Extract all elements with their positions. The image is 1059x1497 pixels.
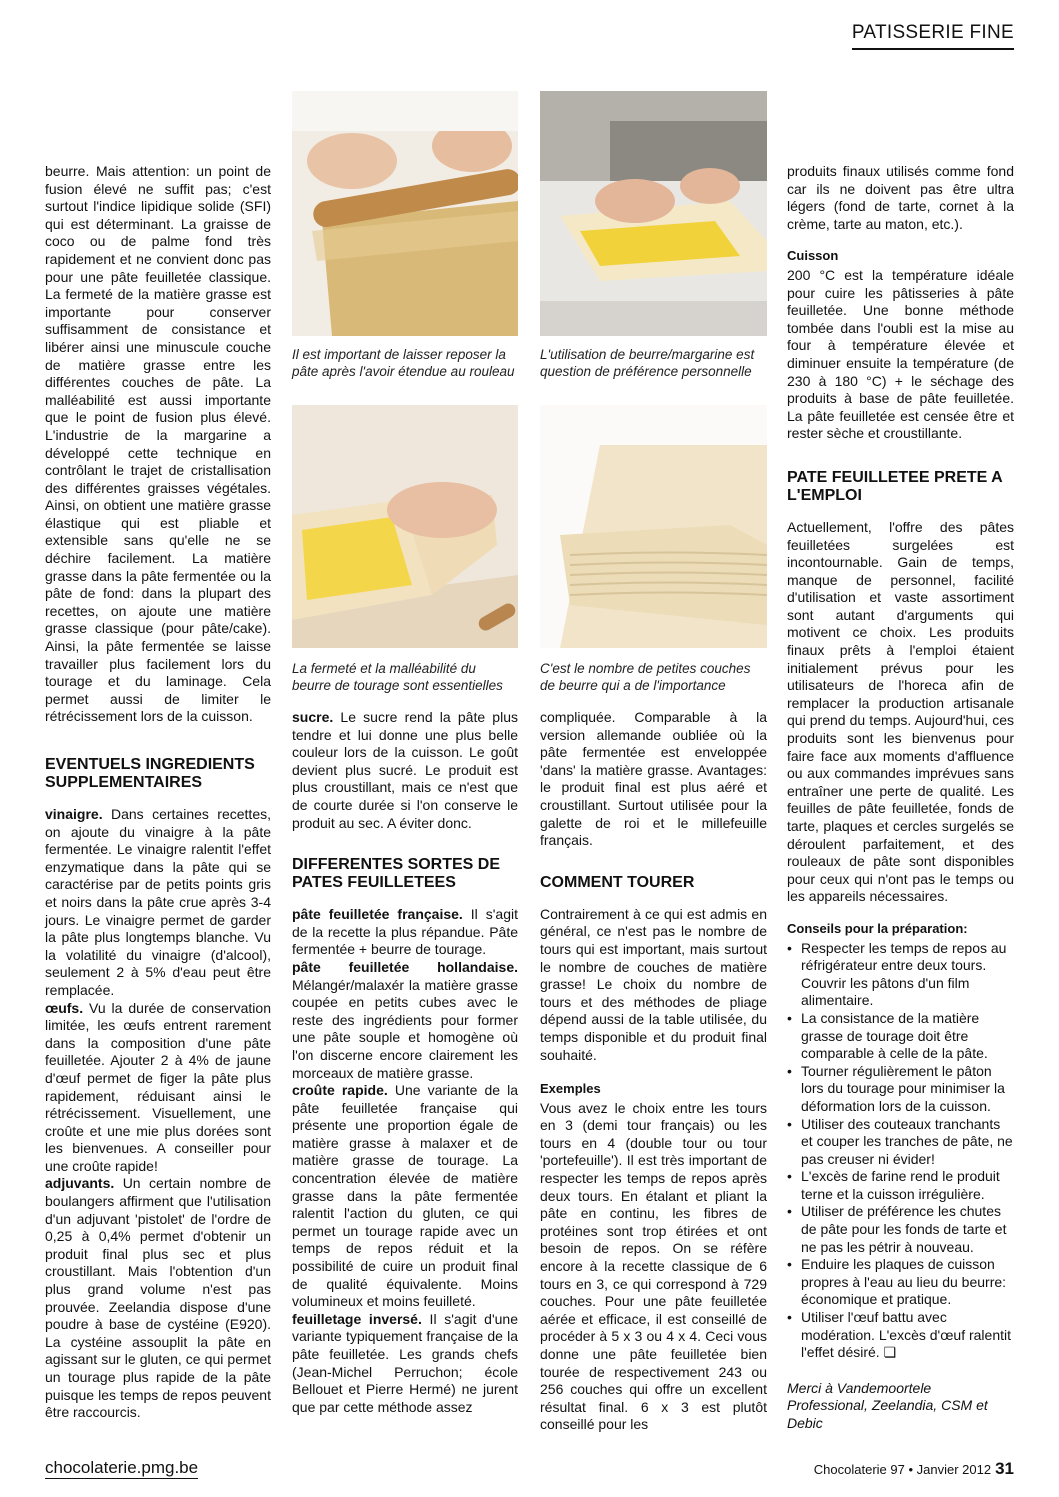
paragraph-croute [292, 1082, 518, 1311]
term-text: Le sucre rend la pâte plus tendre et lui donne une plus belle couleur lors de la cuisson. Le goût devient plus sucré. Le produit est plus croustillant, mais ce n'est que de courte durée si l'on conserve le produit au sec. A éviter donc. [292, 709, 518, 831]
paragraph-hollandaise [292, 959, 518, 1082]
paragraph-inverse [292, 1311, 518, 1417]
tips-list [787, 940, 1014, 1362]
term-text: Un certain nombre de boulangers affirment que l'utilisation d'un adjuvant 'pistolet' de l'ordre de 0,25 à 0,4% permet d'obtenir un produit final plus sec et plus croustillant. Mais l'obtention d'un plus grand volume n'est pas prouvée. Zeelandia dispose d'une poudre à base de cystéine (E920). La cystéine assouplit la pâte en agissant sur le gluten, ce qui permet un tourage plus rapide de la pâte puisque les temps de repos peuvent être raccourcis. [45, 1175, 271, 1421]
term-label: œufs. [45, 999, 84, 1016]
term-text: Il s'agit de la recette la plus répandue. Pâte fermentée + beurre de tourage. [292, 906, 518, 958]
list-item: • La consistance de la matière grasse de tourage doit être comparable à celle de la pâte. [787, 1010, 1014, 1063]
paragraph: Vous avez le choix entre les tours en 3 (demi tour français) ou les tours en 4 (double tour ou tour 'portefeuille'). Il est très important de respecter les temps de repos après deux tours. En étalant et pliant la pâte en continu, les fibres de protéines sont trop étirées et ont besoin de repos. On se réfère encore à la recette classique de 6 tours en 3, ce qui correspond à 729 couches. Pour une pâte feuilletée aérée et efficace, il est conseillé de procéder à 5 x 3 ou 4 x 4. Ceci vous donne une pâte feuilletée bien tourée de respectivement 243 ou 256 couches qui offre un excellent résultat final. 6 x 3 est plutôt conseillé pour les [540, 1099, 767, 1433]
footer-issue [814, 1459, 1014, 1479]
paragraph-vinaigre [45, 806, 271, 1000]
term-label: croûte rapide. [292, 1082, 388, 1099]
paragraph-francaise [292, 906, 518, 959]
paragraph: beurre. Mais attention: un point de fusion élevé ne suffit pas; c'est surtout l'indice lipidique solide (SFI) qui est déterminant. La graisse de coco ou de palme fond très rapidement et ne convient donc pas pour une pâte feuilletée classique. La fermeté de la matière grasse est importante pour conserver suffisamment de consistance et libérer ainsi une minuscule couche de matière grasse entre les différentes couches de pâte. La malléabilité est aussi importante que le point de fusion plus élevé. L'industrie de la margarine a développé cette technique en contrôlant le trajet de cristallisation des différentes graisses végétales. Ainsi, on obtient une matière grasse élastique qui est pliable et extensible sans qu'elle ne se déchire facilement. La matière grasse dans la pâte fermentée ou la pâte de fond: dans la plupart des recettes, on ajoute une matière grasse classique (pour pâte/cake). Ainsi, la pâte fermentée se laisse travailler plus facilement lors du tourage et du laminage. Cela permet aussi de limiter le rétrécissement lors de la cuisson. [45, 163, 271, 725]
photo-folding-dough [292, 405, 518, 648]
subheading-conseils: Conseils pour la préparation: [787, 920, 968, 936]
list-item: • Tourner régulièrement le pâton lors du tourage pour minimiser la déformation lors de la cuisson. [787, 1063, 1014, 1116]
heading-sortes: DIFFERENTES SORTES DE PATES FEUILLETEES [292, 856, 501, 892]
paragraph: compliquée. Comparable à la version allemande oubliée où la pâte fermentée est enveloppée 'dans' la matière grasse. Avantages: le produit final est plus aéré et croustillant. Surtout utilisée pour la galette de roi et le millefeuille français. [540, 709, 767, 849]
column-4 [787, 163, 1014, 1433]
caption-1: Il est important de laisser reposer la pâte après l'avoir étendue au rouleau [292, 347, 515, 379]
credits: Merci à Vandemoortele Professional, Zeelandia, CSM et Debic [787, 1379, 988, 1431]
subheading-cuisson: Cuisson [787, 248, 839, 264]
paragraph: Contrairement à ce qui est admis en général, ce n'est pas le nombre de tours qui est important, mais surtout le nombre de couches de matière grasse! Le choix du nombre de tours et des méthodes de pliage dépend aussi de la table utilisée, du temps disponible et du produit final souhaité. [540, 905, 767, 1063]
caption-4: C'est le nombre de petites couches de beurre qui a de l'importance [540, 661, 751, 693]
paragraph-sucre [292, 709, 518, 832]
paragraph-adjuvants [45, 1175, 271, 1421]
paragraph-oeufs [45, 1000, 271, 1176]
heading-ingredients: EVENTUELS INGREDIENTS SUPPLEMENTAIRES [45, 756, 255, 791]
term-label: feuilletage inversé. [292, 1310, 422, 1327]
heading-prete: PATE FEUILLETEE PRETE A L'EMPLOI [787, 468, 1003, 504]
caption-2: L'utilisation de beurre/margarine est question de préférence personnelle [540, 347, 755, 379]
term-text: Dans certaines recettes, on ajoute du vinaigre à la pâte fermentée. Le vinaigre ralentit l'effet enzymatique dans la pâte qui se caractérise par de petits points gris et noirs dans la pâte crue après 3-4 jours. Le vinaigre permet de garder la pâte plus longtemps blanche. Vu la volatilité du vinaigre (d'alcool), seulement 2 à 5% d'eau peut être remplacée. [45, 806, 271, 998]
photo-butter-sheet [540, 91, 767, 336]
list-item: • Enduire les plaques de cuisson propres à l'eau au lieu du beurre: économique et pratique. [787, 1256, 1014, 1309]
paragraph: Actuellement, l'offre des pâtes feuilletées surgelées est incontournable. Gain de temps, manque de personnel, facilité d'utilisation et vaste assortiment sont autant d'arguments qui motivent ce choix. Les produits finaux prêts à l'emploi étaient initialement prévus pour les utilisateurs de l'horeca afin de remplacer la production artisanale qui prend du temps. Aujourd'hui, ces produits sont les bienvenus pour faire face aux moments d'affluence ou aux commandes imprévues sans entraîner une perte de qualité. Les feuilles de pâte feuilletée, fonds de tarte, plaques et cercles surgelés se déroulent parfaitement, et des rouleaux de pâte sont disponibles pour ceux qui n'ont pas le temps ou les appareils nécessaires. [787, 518, 1014, 905]
section-label: PATISSERIE FINE [852, 22, 1014, 50]
list-item: • Respecter les temps de repos au réfrigérateur entre deux tours. Couvrir les pâtons d'un film alimentaire. [787, 940, 1014, 1010]
photo-rolling-dough [292, 91, 518, 336]
caption-3: La fermeté et la malléabilité du beurre de tourage sont essentielles [292, 661, 503, 693]
paragraph: produits finaux utilisés comme fond car ils ne doivent pas être ultra légers (fond de tarte, cornet à la crème, tarte au maton, etc.). [787, 163, 1014, 232]
column-1 [45, 163, 271, 1422]
footer-site[interactable]: chocolaterie.pmg.be [45, 1458, 199, 1477]
photo-layered-dough [540, 405, 767, 648]
column-2 [292, 709, 518, 1416]
term-text: Il s'agit d'une variante typiquement française de la pâte feuilletée. Les grands chefs (Jean-Michel Perruchon; école Bellouet et Pierre Hermé) ne jurent que par cette méthode assez [292, 1310, 518, 1415]
term-label: vinaigre. [45, 806, 103, 822]
column-3 [540, 709, 767, 1434]
list-item: • L'excès de farine rend le produit terne et la cuisson irrégulière. [787, 1168, 1014, 1203]
term-text: Vu la durée de conservation limitée, les œufs entrent rarement dans la composition d'une pâte feuilletée. Ajouter 2 à 4% de jaune d'œuf permet de figer la pâte plus rapidement, réduisant ainsi le rétrécissement. Visuellement, une croûte et une mie plus dorées sont les bienvenues. A conseiller pour une croûte rapide! [45, 999, 271, 1174]
term-label: pâte feuilletée française. [292, 906, 463, 923]
term-label: adjuvants. [45, 1175, 115, 1192]
paragraph: 200 °C est la température idéale pour cuire les pâtisseries à pâte feuilletée. Une bonne méthode tombée dans l'oubli est la mise au four à température élevée et diminuer ensuite la température (de 230 à 180 °C) + le séchage des produits à base de pâte feuilletée. La pâte feuilletée est censée être et rester sèche et croustillante. [787, 266, 1014, 442]
term-label: sucre. [292, 709, 334, 725]
page-number: 31 [995, 1459, 1014, 1478]
issue-label: Chocolaterie 97 • Janvier 2012 [813, 1462, 992, 1477]
list-item: • Utiliser de préférence les chutes de pâte pour les fonds de tarte et ne pas les pétrir à nouveau. [787, 1203, 1014, 1256]
term-text: Une variante de la pâte feuilletée française qui présente une proportion égale de matière grasse à malaxer et de matière grasse de tourage. La concentration élevée de matière grasse dans la pâte fermentée ralentit l'action du gluten, ce qui permet un tourage rapide avec un temps de repos réduit et la possibilité de cuire un produit final de qualité équivalente. Moins volumineux et moins feuilleté. [292, 1082, 518, 1310]
term-label: pâte feuilletée hollandaise. [292, 958, 518, 975]
heading-tourer: COMMENT TOURER [540, 873, 695, 891]
term-text: Mélangér/malaxér la matière grasse coupée en petits cubes avec le reste des ingrédients pour former une pâte souple et homogène où l'on discerne encore clairement les morceaux de matière grasse. [292, 976, 518, 1081]
list-item: • Utiliser des couteaux tranchants et couper les tranches de pâte, ne pas creuser ni évider! [787, 1116, 1014, 1169]
list-item: • Utiliser l'œuf battu avec modération. L'excès d'œuf ralentit l'effet désiré. ❏ [787, 1309, 1014, 1362]
subheading-exemples: Exemples [540, 1081, 601, 1097]
